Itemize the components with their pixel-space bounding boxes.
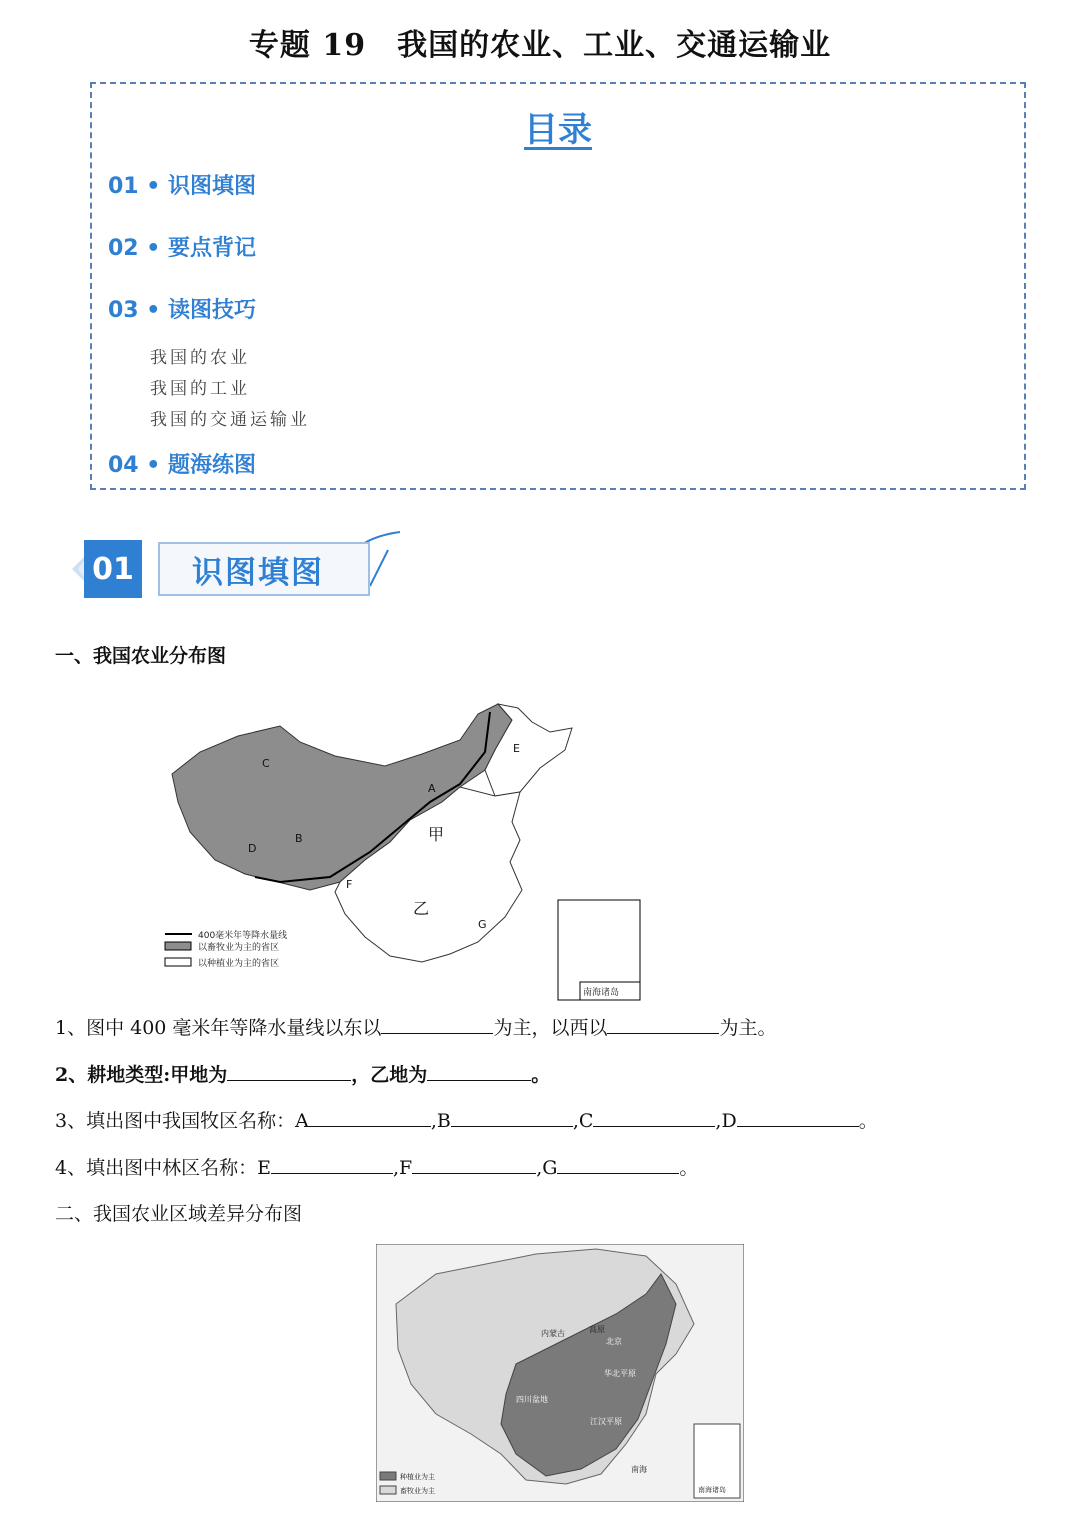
- section-title: 一、我国农业分布图: [55, 645, 227, 667]
- question-4: [55, 1153, 698, 1180]
- answer-blank[interactable]: [593, 1106, 715, 1127]
- question-text: 。: [858, 1110, 878, 1132]
- svg-text:400毫米年等降水量线: 400毫米年等降水量线: [198, 931, 288, 941]
- toc-item-number: 04: [108, 453, 139, 478]
- toc-item-label: 要点背记: [168, 236, 257, 261]
- answer-blank[interactable]: [381, 1013, 493, 1034]
- bullet: •: [146, 298, 161, 323]
- toc-subitem[interactable]: 我国的农业: [150, 348, 250, 368]
- toc-heading: 目录: [524, 110, 592, 150]
- svg-text:南海诸岛: 南海诸岛: [583, 988, 620, 998]
- toc-item-02[interactable]: [108, 231, 256, 262]
- svg-text:畜牧业为主: 畜牧业为主: [400, 1487, 435, 1495]
- question-text: 3、填出图中我国牧区名称：A: [55, 1110, 309, 1132]
- svg-text:C: C: [262, 757, 270, 770]
- answer-blank[interactable]: [607, 1013, 719, 1034]
- toc-subitem[interactable]: 我国的工业: [150, 379, 250, 399]
- question-text: 4、填出图中林区名称：E: [55, 1157, 271, 1179]
- svg-text:B: B: [295, 832, 303, 845]
- answer-blank[interactable]: [271, 1153, 393, 1174]
- svg-text:甲: 甲: [428, 825, 445, 844]
- question-text: 。: [679, 1157, 699, 1179]
- svg-text:A: A: [428, 782, 436, 795]
- answer-blank[interactable]: [451, 1106, 573, 1127]
- toc-item-03[interactable]: [108, 293, 256, 324]
- section-title: 二、我国农业区域差异分布图: [55, 1203, 303, 1225]
- toc-item-label: 题海练图: [168, 453, 257, 478]
- bullet: •: [146, 236, 161, 261]
- question-text: 为主，以西以: [493, 1017, 608, 1039]
- svg-text:南海诸岛: 南海诸岛: [698, 1486, 726, 1494]
- svg-text:以种植业为主的省区: 以种植业为主的省区: [198, 959, 280, 969]
- answer-blank[interactable]: [227, 1060, 351, 1081]
- toc-subitem[interactable]: 我国的交通运输业: [150, 410, 310, 430]
- question-text: 1、图中 400 毫米年等降水量线以东以: [55, 1017, 382, 1039]
- svg-text:北京: 北京: [606, 1337, 622, 1346]
- question-text: 2、耕地类型:甲地为: [55, 1064, 228, 1086]
- toc-item-01[interactable]: [108, 169, 256, 200]
- section-banner: [70, 528, 410, 608]
- question-1: [55, 1013, 776, 1040]
- table-of-contents: [90, 82, 1026, 490]
- document-title: 专题 19 我国的农业、工业、交通运输业: [248, 28, 832, 63]
- svg-text:F: F: [346, 878, 353, 891]
- svg-text:内蒙古: 内蒙古: [541, 1329, 565, 1338]
- toc-item-label: 识图填图: [168, 174, 257, 199]
- answer-blank[interactable]: [557, 1153, 679, 1174]
- question-text: 。: [531, 1064, 551, 1086]
- svg-text:江汉平原: 江汉平原: [590, 1417, 622, 1426]
- question-text: ,G: [536, 1157, 558, 1179]
- svg-text:种植业为主: 种植业为主: [400, 1473, 435, 1481]
- question-text: ,C: [572, 1110, 594, 1132]
- bullet: •: [146, 453, 161, 478]
- banner-number: 01: [84, 540, 142, 598]
- svg-text:四川盆地: 四川盆地: [516, 1395, 548, 1404]
- question-text: ，乙地为: [351, 1064, 428, 1086]
- answer-blank[interactable]: [309, 1106, 431, 1127]
- answer-blank[interactable]: [427, 1060, 531, 1081]
- toc-item-04[interactable]: [108, 448, 256, 479]
- svg-text:乙: 乙: [413, 899, 430, 918]
- answer-blank[interactable]: [737, 1106, 859, 1127]
- question-text: ,D: [715, 1110, 737, 1132]
- toc-item-label: 读图技巧: [168, 298, 257, 323]
- svg-text:华北平原: 华北平原: [604, 1369, 636, 1378]
- svg-text:D: D: [248, 842, 257, 855]
- answer-blank[interactable]: [412, 1153, 536, 1174]
- question-text: ,B: [430, 1110, 451, 1132]
- question-3: [55, 1106, 878, 1133]
- toc-item-number: 02: [108, 236, 139, 261]
- question-2: [55, 1060, 550, 1087]
- toc-item-number: 03: [108, 298, 139, 323]
- svg-text:G: G: [478, 918, 487, 931]
- bullet: •: [146, 174, 161, 199]
- agriculture-distribution-map: [160, 692, 645, 1002]
- svg-text:高原: 高原: [589, 1325, 605, 1334]
- question-text: 为主。: [719, 1017, 777, 1039]
- svg-text:以畜牧业为主的省区: 以畜牧业为主的省区: [198, 943, 280, 953]
- banner-label: 识图填图: [158, 542, 370, 596]
- svg-text:E: E: [513, 742, 520, 755]
- agriculture-regional-map: [376, 1244, 744, 1502]
- svg-text:南海: 南海: [631, 1465, 647, 1474]
- question-text: ,F: [392, 1157, 413, 1179]
- toc-item-number: 01: [108, 174, 139, 199]
